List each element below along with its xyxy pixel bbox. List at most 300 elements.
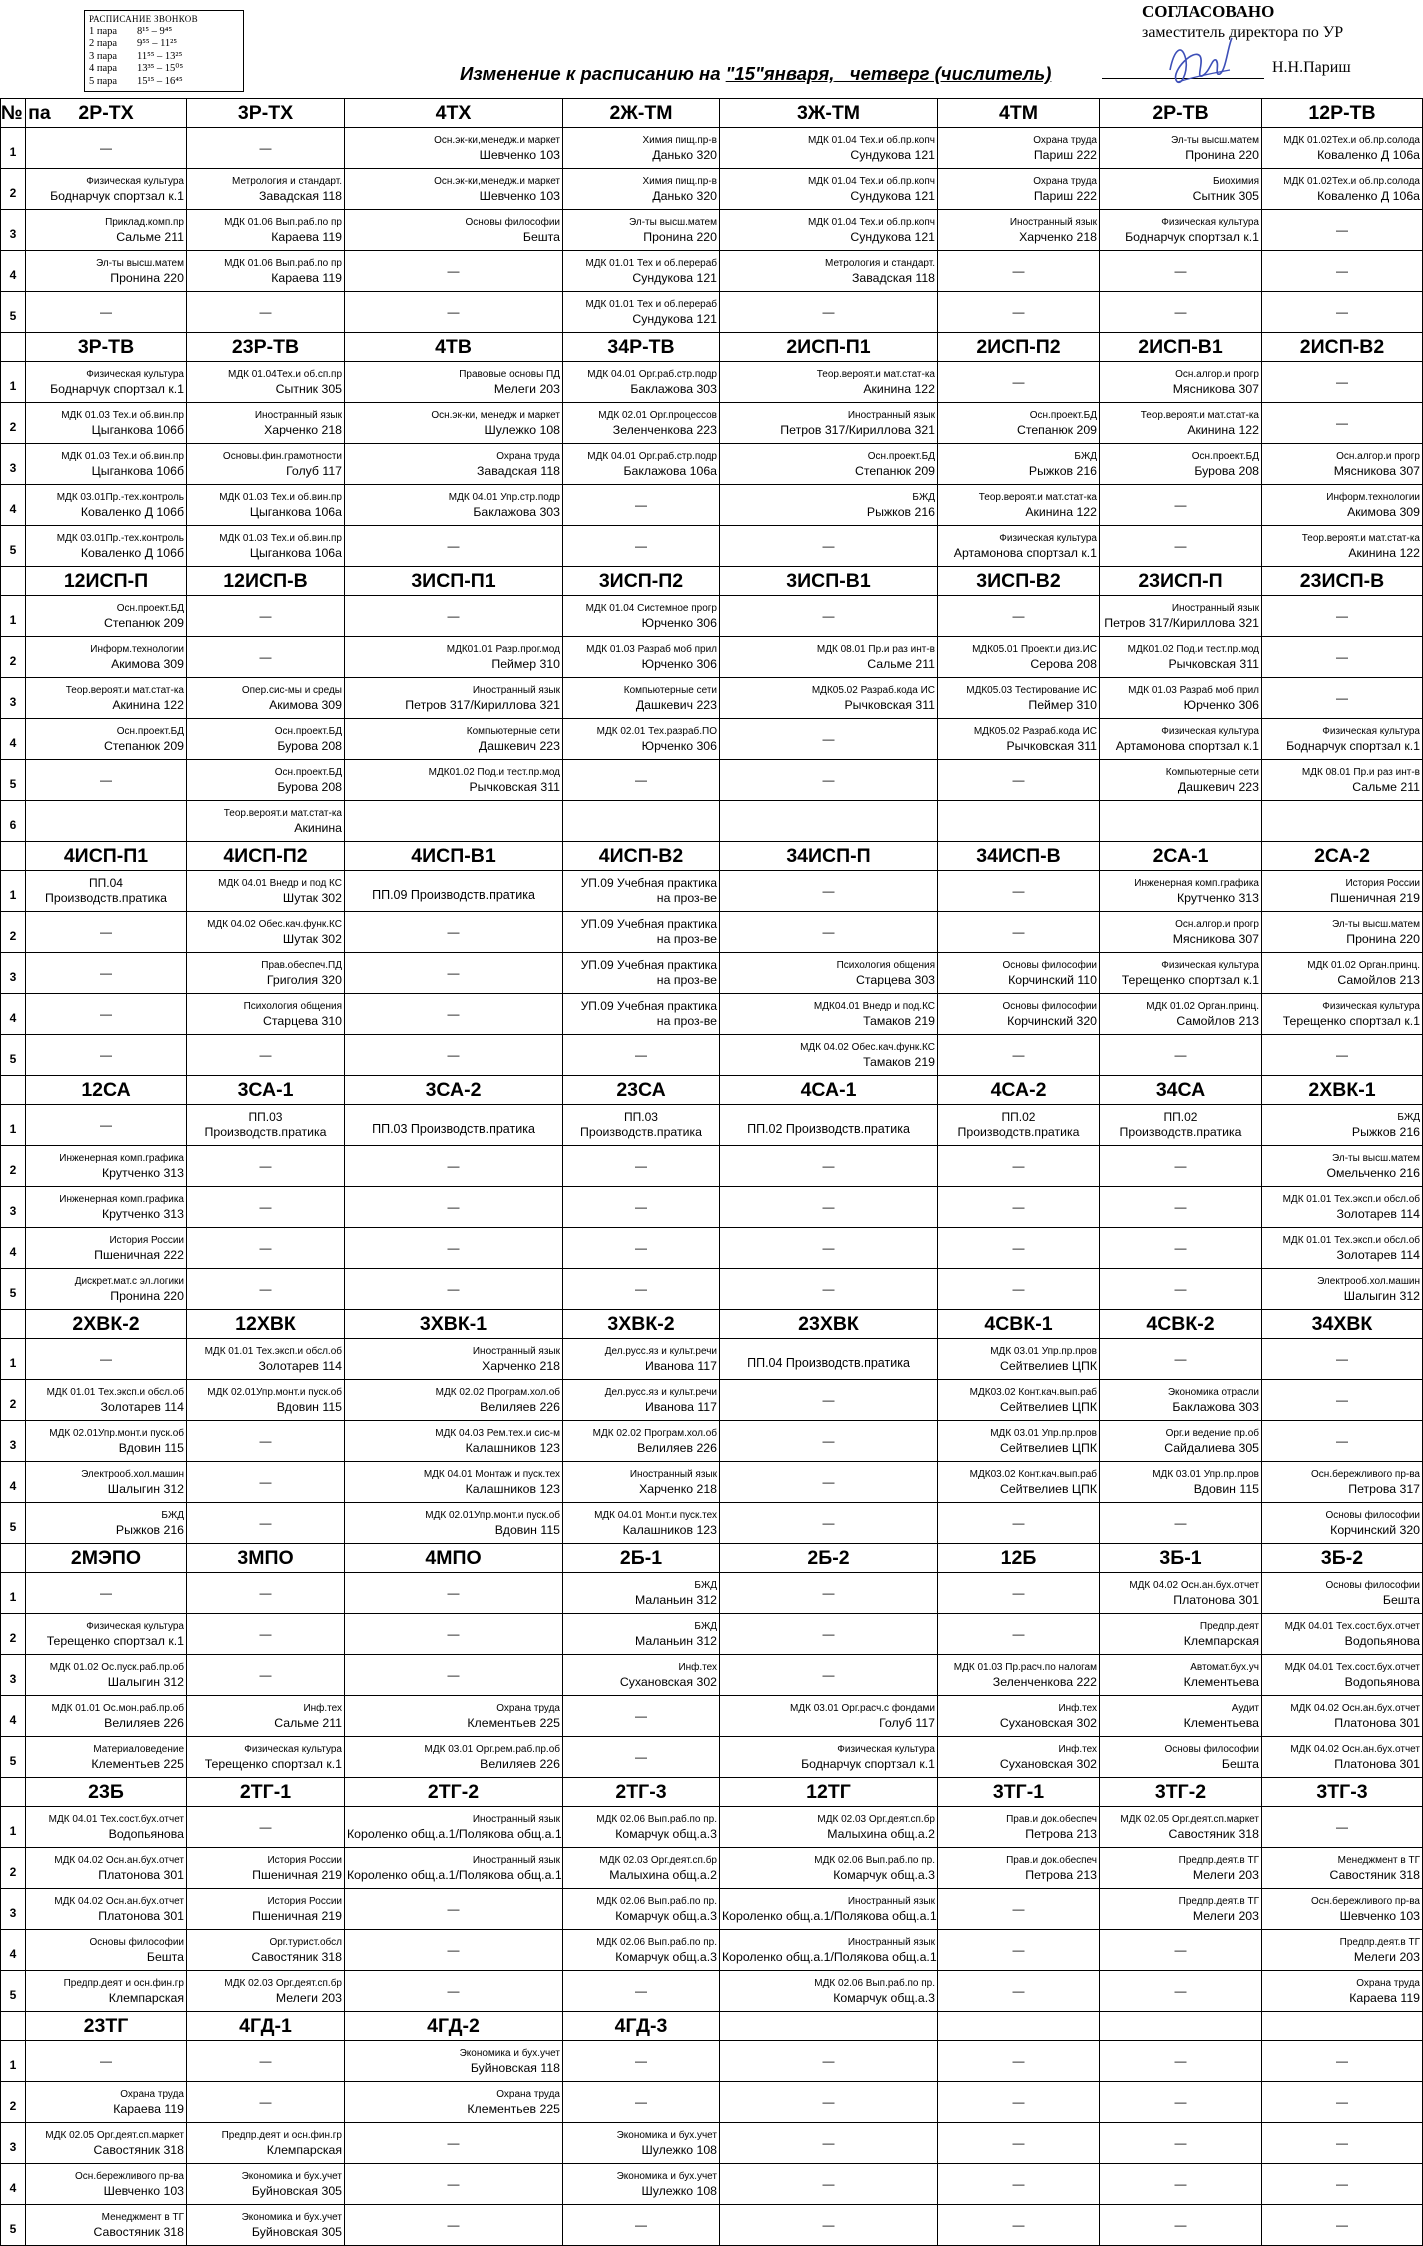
teacher-room: Клементьева (1183, 1716, 1259, 1730)
schedule-cell: — (938, 1573, 1100, 1614)
schedule-cell (1100, 994, 1262, 1035)
group-name: 2Ж-ТМ (563, 99, 720, 128)
bell-row (89, 76, 239, 89)
subject-name: МДК 04.01 Орг.раб.стр.подр (587, 451, 717, 462)
subject-name: Основы философии (1325, 1580, 1420, 1591)
subject-name: МДК 01.02Тех.и об.пр.солода (1283, 176, 1420, 187)
group-name: 4СВК-1 (938, 1310, 1100, 1339)
teacher-room: Самойлов 213 (1337, 973, 1420, 987)
subject-name: МДК 01.02Тех.и об.пр.солода (1283, 135, 1420, 146)
subject-name: Теор.вероят.и мат.стат-ка (223, 808, 342, 819)
teacher-room: Сейтвелиев ЦПК (1000, 1482, 1097, 1496)
subject-name: МДК 01.02 Орган.принц. (1146, 1001, 1259, 1012)
approval-heading: СОГЛАСОВАНО (1142, 2, 1275, 21)
subject-name: МДК 04.01 Монтаж и пуск.тех (423, 1469, 560, 1480)
schedule-cell: — (1262, 678, 1423, 719)
schedule-cell: — (345, 251, 563, 292)
title-prefix: Изменение к расписанию на (460, 63, 726, 84)
schedule-cell (26, 1146, 187, 1187)
group-name: 12ТГ (720, 1778, 938, 1807)
subject-name: МДК 03.01 Упр.пр.пров (990, 1428, 1097, 1439)
group-name: 12ИСП-В (187, 567, 345, 596)
bell-pair: 5 пара (89, 75, 118, 87)
schedule-cell (1262, 719, 1423, 760)
schedule-cell (345, 678, 563, 719)
schedule-cell (1100, 210, 1262, 251)
pair-number: 5 (1, 1971, 26, 2012)
schedule-cell (1262, 1269, 1423, 1310)
subject-name: ПП.03 (248, 1110, 283, 1124)
table-row (1, 760, 1423, 801)
schedule-cell: — (938, 362, 1100, 403)
table-row (1, 210, 1423, 251)
teacher-room: Париш 222 (1033, 148, 1097, 162)
schedule-cell: — (187, 1421, 345, 1462)
schedule-cell: — (563, 2205, 720, 2246)
teacher-room: Цыганкова 106б (91, 423, 184, 437)
group-name (1100, 2012, 1262, 2041)
subject-name: МДК 04.01 Упр.стр.подр (448, 492, 560, 503)
pair-number: 1 (1, 1105, 26, 1146)
schedule-cell (187, 678, 345, 719)
teacher-room: Сундукова 121 (850, 230, 935, 244)
group-name: 2ИСП-П1 (720, 333, 938, 362)
schedule-cell: — (720, 719, 938, 760)
subject-name: Предпр.деят (1199, 1621, 1259, 1632)
schedule-cell (563, 2123, 720, 2164)
teacher-room: на проз-ве (656, 891, 717, 905)
teacher-room: Пеймер 310 (491, 657, 560, 671)
subject-name: МДК03.02 Конт.кач.вып.раб (969, 1469, 1097, 1480)
subject-name: МДК 01.06 Вып.раб.по пр (224, 258, 342, 269)
subject-name: Менеджмент в ТГ (1337, 1855, 1420, 1866)
subject-name: МДК 01.01 Тех и об.перераб (585, 258, 717, 269)
subject-name: МДК 02.01Упр.монт.и пуск.об (49, 1428, 184, 1439)
schedule-cell (187, 1889, 345, 1930)
subject-name: МДК 04.02 Осн.ан.бух.отчет (1129, 1580, 1259, 1591)
subject-name: Инф.тех (1058, 1703, 1097, 1714)
subject-name: Компьютерные сети (466, 726, 560, 737)
pair-number-header (1, 2012, 26, 2041)
pair-number: 5 (1, 1737, 26, 1778)
schedule-cell: — (563, 1696, 720, 1737)
schedule-cell: — (563, 526, 720, 567)
schedule-cell (720, 953, 938, 994)
page-title (460, 63, 1051, 85)
schedule-cell: — (1262, 2041, 1423, 2082)
schedule-cell (345, 1421, 563, 1462)
schedule-cell (26, 871, 187, 912)
teacher-room: Калашников 123 (465, 1482, 560, 1496)
teacher-room: Петров 317/Кириллова 321 (405, 698, 560, 712)
teacher-room: Клемпарская (1183, 1634, 1259, 1648)
teacher-room: Сейтвелиев ЦПК (1000, 1400, 1097, 1414)
schedule-cell: — (1100, 485, 1262, 526)
subject-name: Основы философии (1002, 960, 1097, 971)
schedule-cell (187, 871, 345, 912)
schedule-cell: — (1100, 1146, 1262, 1187)
pair-number: 3 (1, 678, 26, 719)
subject-name: Физическая культура (1161, 960, 1259, 971)
pair-number: 4 (1, 994, 26, 1035)
table-row (1, 596, 1423, 637)
schedule-table (0, 98, 1423, 2246)
schedule-cell: — (938, 2041, 1100, 2082)
schedule-cell (1100, 1421, 1262, 1462)
group-name: 3ТГ-1 (938, 1778, 1100, 1807)
schedule-cell (187, 994, 345, 1035)
schedule-cell (345, 801, 563, 842)
schedule-cell (720, 251, 938, 292)
group-name: 2ХВК-2 (26, 1310, 187, 1339)
teacher-room: Артамонова спортзал к.1 (1115, 739, 1259, 753)
teacher-room: Маланьин 312 (634, 1634, 717, 1648)
group-header-row (1, 1076, 1423, 1105)
schedule-cell: — (938, 1146, 1100, 1187)
schedule-cell (26, 251, 187, 292)
schedule-cell: — (187, 1655, 345, 1696)
schedule-cell: — (938, 912, 1100, 953)
schedule-cell: — (1100, 1971, 1262, 2012)
teacher-room: Вдовин 115 (276, 1400, 342, 1414)
schedule-cell (1262, 1696, 1423, 1737)
table-row (1, 2082, 1423, 2123)
teacher-room: Золотарев 114 (100, 1400, 184, 1414)
schedule-cell (187, 1339, 345, 1380)
teacher-room: Данько 320 (652, 148, 717, 162)
schedule-cell (187, 485, 345, 526)
subject-name: Иностранный язык (472, 1855, 560, 1866)
teacher-room: Сухановская 302 (999, 1716, 1097, 1730)
group-header-row (1, 333, 1423, 362)
teacher-room: Зеленченкова 223 (612, 423, 717, 437)
table-row (1, 1339, 1423, 1380)
subject-name: ПП.02 (1163, 1110, 1198, 1124)
schedule-cell: — (720, 1187, 938, 1228)
subject-name: МДК05.02 Разраб.кода ИС (973, 726, 1097, 737)
pair-number: 2 (1, 2082, 26, 2123)
schedule-cell: — (938, 596, 1100, 637)
group-name: 3ХВК-2 (563, 1310, 720, 1339)
schedule-cell (720, 1848, 938, 1889)
table-row (1, 1269, 1423, 1310)
subject-name: Осн.проект.БД (274, 726, 342, 737)
subject-name: ПП.03 (624, 1110, 658, 1124)
schedule-cell (563, 444, 720, 485)
schedule-cell: — (187, 292, 345, 333)
schedule-cell (563, 210, 720, 251)
schedule-cell: — (1100, 1187, 1262, 1228)
table-row (1, 1035, 1423, 1076)
schedule-cell: — (720, 2041, 938, 2082)
teacher-room: Вдовин 115 (494, 1523, 560, 1537)
schedule-cell (720, 1807, 938, 1848)
schedule-cell: — (720, 1573, 938, 1614)
schedule-cell (187, 444, 345, 485)
subject-name: МДК 08.01 Пр.и раз инт-в (1301, 767, 1420, 778)
table-row (1, 2123, 1423, 2164)
subject-name: Иностранный язык (1171, 603, 1259, 614)
teacher-room: Баклажова 106а (623, 464, 717, 478)
teacher-room: Бешта (146, 1950, 184, 1964)
pair-number: 3 (1, 1889, 26, 1930)
schedule-cell (1100, 1696, 1262, 1737)
teacher-room: Париш 222 (1033, 189, 1097, 203)
teacher-room: Завадская 118 (259, 189, 342, 203)
group-name: 4СВК-2 (1100, 1310, 1262, 1339)
schedule-cell: — (720, 2082, 938, 2123)
subject-name: Осн.алгор.и прогр (1336, 451, 1420, 462)
schedule-cell (26, 678, 187, 719)
teacher-room: Водопьянова (1344, 1675, 1420, 1689)
teacher-room: Корчинский 320 (1007, 1014, 1097, 1028)
subject-name: Метрология и стандарт. (232, 176, 342, 187)
schedule-cell: — (1262, 362, 1423, 403)
group-name: 12СА (26, 1076, 187, 1105)
teacher-room: Мелеги 203 (1192, 1868, 1259, 1882)
schedule-cell (1100, 1807, 1262, 1848)
subject-name: Физическая культура (86, 369, 184, 380)
schedule-cell (187, 801, 345, 842)
schedule-cell: — (938, 2082, 1100, 2123)
group-name: 4МПО (345, 1544, 563, 1573)
subject-name: БЖД (694, 1580, 717, 1591)
subject-name: Эл-ты высш.матем (1332, 1153, 1420, 1164)
subject-name: МДК01.02 Под.и тест.пр.мод (1127, 644, 1259, 655)
schedule-cell (938, 1380, 1100, 1421)
table-row (1, 1146, 1423, 1187)
schedule-cell: — (1262, 2123, 1423, 2164)
schedule-cell (563, 912, 720, 953)
schedule-cell: — (563, 1269, 720, 1310)
approval-position: заместитель директора по УР (1142, 24, 1344, 41)
group-name (1262, 2012, 1423, 2041)
subject-name: Предпр.деят.в ТГ (1178, 1855, 1259, 1866)
subject-name: Дел.русс.яз и культ.речи (604, 1346, 717, 1357)
schedule-cell (1100, 1848, 1262, 1889)
subject-name: МДК 01.03 Тех.и об.вин.пр (61, 410, 184, 421)
schedule-cell: — (1262, 1380, 1423, 1421)
subject-name: Теор.вероят.и мат.стат-ка (65, 685, 184, 696)
teacher-room: Короленко общ.а.1/Полякова общ.а.1 (722, 1909, 937, 1923)
teacher-room: Боднарчук спортзал к.1 (1125, 230, 1259, 244)
subject-name: МДК 04.02 Осн.ан.бух.отчет (54, 1855, 184, 1866)
subject-name: История России (1345, 878, 1420, 889)
schedule-cell (187, 362, 345, 403)
teacher-room: Мелеги 203 (275, 1991, 342, 2005)
schedule-cell: — (720, 2164, 938, 2205)
schedule-cell (1100, 596, 1262, 637)
subject-name: Аудит (1231, 1703, 1259, 1714)
teacher-room: Клемпарская (108, 1991, 184, 2005)
teacher-room: Мясникова 307 (1333, 464, 1420, 478)
schedule-cell (345, 1737, 563, 1778)
schedule-cell: — (720, 1421, 938, 1462)
schedule-cell: — (563, 1146, 720, 1187)
schedule-cell (187, 1971, 345, 2012)
schedule-cell (187, 2164, 345, 2205)
table-row (1, 1737, 1423, 1778)
group-name: 2ТГ-3 (563, 1778, 720, 1807)
teacher-room: Баклажова 303 (1172, 1400, 1259, 1414)
pair-number: 4 (1, 1930, 26, 1971)
subject-name: МДК 02.06 Вып.раб.по пр. (814, 1855, 935, 1866)
schedule-cell: — (563, 2082, 720, 2123)
group-name: 34ИСП-П (720, 842, 938, 871)
schedule-cell: — (563, 760, 720, 801)
subject-name: Осн.проект.БД (116, 603, 184, 614)
pair-number: 2 (1, 1146, 26, 1187)
subject-name: Экономика и бух.учет (241, 2212, 342, 2223)
table-row (1, 1614, 1423, 1655)
teacher-room: Баклажова 303 (630, 382, 717, 396)
teacher-room: Савостяник 318 (251, 1950, 342, 1964)
group-header-row (1, 567, 1423, 596)
schedule-cell (1262, 801, 1423, 842)
pair-number: 4 (1, 719, 26, 760)
teacher-room: Дашкевич 223 (1177, 780, 1259, 794)
teacher-room: Петров 317/Кириллова 321 (780, 423, 935, 437)
schedule-cell (938, 210, 1100, 251)
schedule-cell (938, 485, 1100, 526)
table-row (1, 994, 1423, 1035)
subject-name: Инженерная комп.графика (1134, 878, 1259, 889)
subject-name: БЖД (161, 1510, 184, 1521)
group-name: 3Р-ТВ (26, 333, 187, 362)
group-name: 4ГД-1 (187, 2012, 345, 2041)
teacher-room: Платонова 301 (1173, 1593, 1259, 1607)
schedule-cell (1262, 1930, 1423, 1971)
schedule-cell (1262, 1105, 1423, 1146)
schedule-cell (345, 128, 563, 169)
teacher-room: Коваленко Д 106а (1317, 148, 1420, 162)
schedule-cell: — (26, 912, 187, 953)
schedule-cell: — (1262, 596, 1423, 637)
schedule-cell: — (187, 637, 345, 678)
teacher-room: Пронина 220 (1185, 148, 1259, 162)
schedule-cell (345, 169, 563, 210)
subject-name: МДК 03.01 Упр.пр.пров (990, 1346, 1097, 1357)
teacher-room: Коваленко Д 106а (1317, 189, 1420, 203)
schedule-cell (563, 169, 720, 210)
schedule-cell (26, 403, 187, 444)
schedule-cell (345, 760, 563, 801)
teacher-room: Петров 317/Кириллова 321 (1104, 616, 1259, 630)
teacher-room: Клемпарская (266, 2143, 342, 2157)
subject-name: МДК05.01 Проект.и диз.ИС (972, 644, 1097, 655)
subject-name: МДК 01.01 Тех и об.перераб (585, 299, 717, 310)
pair-number: 1 (1, 1339, 26, 1380)
schedule-cell (26, 1380, 187, 1421)
subject-name: БЖД (1074, 451, 1097, 462)
group-header-row (1, 842, 1423, 871)
schedule-cell: — (26, 953, 187, 994)
subject-name: МДК 04.02 Осн.ан.бух.отчет (54, 1896, 184, 1907)
schedule-cell (1262, 1503, 1423, 1544)
teacher-room: Шулежко 108 (641, 2184, 717, 2198)
schedule-cell (1100, 1462, 1262, 1503)
subject-name: Основы философии (89, 1937, 184, 1948)
subject-name: Экономика и бух.учет (616, 2130, 717, 2141)
teacher-room: Петрова 213 (1025, 1827, 1097, 1841)
subject-name: Физическая культура (1161, 217, 1259, 228)
schedule-cell (26, 1971, 187, 2012)
subject-name: Дискрет.мат.с эл.логики (74, 1276, 184, 1287)
schedule-cell (26, 719, 187, 760)
group-name: 23ИСП-В (1262, 567, 1423, 596)
subject-name: Предпр.деят.в ТГ (1339, 1937, 1420, 1948)
schedule-cell (563, 1930, 720, 1971)
subject-name: Физическая культура (1322, 1001, 1420, 1012)
schedule-cell (938, 953, 1100, 994)
teacher-room: Сальме 211 (867, 657, 935, 671)
subject-name: МДК 01.04 Системное прогр (585, 603, 717, 614)
schedule-cell (345, 1696, 563, 1737)
teacher-room: Голуб 117 (286, 464, 342, 478)
subject-name: МДК 02.03 Орг.деят.сп.бр (224, 1978, 342, 1989)
schedule-cell: — (345, 1614, 563, 1655)
teacher-room: Пшеничная 219 (1330, 891, 1420, 905)
schedule-cell (26, 1655, 187, 1696)
teacher-room: Артамонова спортзал к.1 (953, 546, 1097, 560)
bell-time: 13³⁵ – 15⁰⁵ (137, 63, 184, 75)
table-row (1, 678, 1423, 719)
schedule-cell: — (938, 2205, 1100, 2246)
schedule-cell (563, 403, 720, 444)
subject-name: Автомат.бух.уч (1190, 1662, 1259, 1673)
teacher-room: Дашкевич 223 (635, 698, 717, 712)
schedule-cell: — (1262, 2205, 1423, 2246)
subject-name: Физическая культура (1322, 726, 1420, 737)
schedule-cell (1262, 128, 1423, 169)
pair-number: 1 (1, 1573, 26, 1614)
group-name: 3Р-ТХ (187, 99, 345, 128)
table-row (1, 403, 1423, 444)
schedule-cell: — (345, 994, 563, 1035)
schedule-cell (938, 1807, 1100, 1848)
group-name: 23ХВК (720, 1310, 938, 1339)
teacher-room: Крутченко 313 (102, 1207, 184, 1221)
teacher-room: Платонова 301 (1334, 1757, 1420, 1771)
subject-name: УП.09 Учебная практика (580, 917, 717, 931)
schedule-cell: — (938, 1228, 1100, 1269)
group-header-row (1, 1778, 1423, 1807)
teacher-room: Рычковская 311 (469, 780, 560, 794)
table-row (1, 1848, 1423, 1889)
pair-number: 6 (1, 801, 26, 842)
subject-name: Осн.алгор.и прогр (1175, 919, 1259, 930)
subject-name: Основы философии (1164, 1744, 1259, 1755)
subject-name: Основы.фин.грамотности (222, 451, 342, 462)
teacher-room: Степанюк 209 (1016, 423, 1097, 437)
subject-name: Инф.тех (678, 1662, 717, 1673)
pair-number: 2 (1, 1380, 26, 1421)
teacher-room: Степанюк 209 (854, 464, 935, 478)
subject-name: Осн.бережливого пр-ва (1311, 1469, 1420, 1480)
subject-name: Орг.и ведение пр.об (1165, 1428, 1259, 1439)
bell-row (89, 38, 239, 51)
subject-name: Физическая культура (837, 1744, 935, 1755)
table-row (1, 1971, 1423, 2012)
group-name: 12ХВК (187, 1310, 345, 1339)
pair-number: 5 (1, 1035, 26, 1076)
schedule-cell (938, 1105, 1100, 1146)
schedule-cell (345, 485, 563, 526)
teacher-room: Караева 119 (1349, 1991, 1420, 2005)
schedule-cell: — (1100, 2082, 1262, 2123)
schedule-cell: — (345, 953, 563, 994)
table-row (1, 637, 1423, 678)
